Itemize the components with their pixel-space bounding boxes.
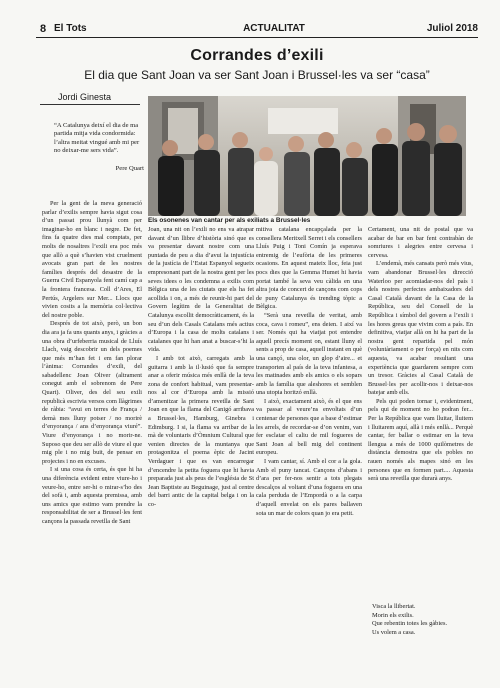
author-byline: Jordi Ginesta xyxy=(58,92,112,102)
article-title: Corrandes d’exili xyxy=(190,47,324,64)
epigraph-text: “A Catalunya deixí el dia de ma partida mitja vida condormida: l’altra meitat vingué amb mi per no deixar-me sers vida”. xyxy=(54,122,140,154)
paragraph: I això, exactament això, és el que ens va passar al veure’ns envoltats d’un centenar de persones que a base d’estimar les arrels, de recordar-se d’on venim, van fer esclatar el caliu de mil fogueres de Sant Joan al bell mig del continent europeu. xyxy=(256,397,362,457)
verse-line: Us volem a casa. xyxy=(372,628,416,636)
article-subtitle: El dia que Sant Joan va ser Sant Joan i Brussel·les va ser “casa” xyxy=(84,68,430,82)
article-column-3 xyxy=(256,226,362,518)
publication-name: El Tots xyxy=(54,23,87,34)
epigraph-author: Pere Quart xyxy=(115,165,144,173)
paragraph: Després de tot això, però, un bon dia ara ja fa uns quants anys, i gràcies a una obra d’urfeberria musical de Lluís Llach, vaig descobrir un dels poemes que més m’han fet i em fan plorar l’ànima: Corrandes d’exili, del sabadellenc Joan Oliver (altrament conegut amb el sobrenom de Pere Quart). Oliver, des del seu exili republicà escrivia versos com llàgrimes de ràbia: “avui en terres de França / demà mes lluny potser / no morirè d’enyorança / ans d’enyorança viuré”. Viure d’enyorança i no morir-ne. Suposo que deu ser allò de viure el que mig ple i no mig buit, de pensar en projectes i no en excuses. xyxy=(42,320,142,465)
byline-rule xyxy=(40,104,140,105)
verse-line: Visca la llibertat. xyxy=(372,603,416,610)
paragraph: “Serà una revetlla de veritat, amb coca, cava i romeu”, ens deien. I així va ser. Només qui ha viatjat pot entendre aquell precís moment on, estant lluny el sents a prop de casa, aquell instant en què una cançó, una olor, un glop d’aire... et transporten al país de la teva infantesa, a les matinades amb els amics o els sopars amb la família que aleshores et semblen una utopia horitzó enllà. xyxy=(256,311,362,397)
article-photo xyxy=(148,96,466,216)
paragraph: L’endemà, més cansats però més vius, vam abandonar Brussel·les direcció Waterloo per acomiadar-nos del país i dels nostres perfectes ambaixadors del Casal Català davant de la Casa de la República, seu del Consell de la República i símbol del govern a l’exili i les hores greus que vivim com a país. En definitiva, viatjar allà on hi ha part de la nostra gent repartida pel món (voluntàriament o per força) en nits com aquesta, va acabar resultant una experiència que guardarem sempre com un tresor. Gràcies al Casal Català de Brussel·les per acollir-nos i deixar-nos batejar amb ells. xyxy=(368,260,473,397)
verse-line: Que rebentin totes les gàbies. xyxy=(372,620,448,627)
paragraph: mitiva catalana encapçalada per la consellera Meritxell Serret i els consellers Lluís Puig i Toni Comín ja esperava entremig de l’eufòria de les primeres ocasions. En aquest mateix lloc, feia just pocs dies que la Gemma Humet hi havia portat també la seva veu càlida en una altra joia de concert de cançons com cops de puny Catalunya és trending tòpic a Bèlgica. xyxy=(256,226,362,311)
closing-verses xyxy=(372,603,472,637)
issue-date: Juliol 2018 xyxy=(426,23,478,34)
paragraph: Joan, una nit on l’exili no ens va atrapar davant d’un llibre d’història sinó que es va presentar davant nostre com una puntada de peu a dia d’avui la injustícia de la justícia de l’Estat Espanyol segueix empresonant part de la nostra gent per les seves idees o les condemna a exilis com Bèlgica una de les ciutats que els ha fet acollida i on, a més de reunir-hi part del Govern legítim de la Generalitat de Catalunya escollit democràticament, és la seu d’un dels Casals Catalans més actius d’Europa i la casa de molts catalans i catalanes que hi han anat a buscar-s’hi la vida. xyxy=(148,226,254,354)
paragraph: Pels qui poden tornar i, evidentment, pels qui de moment no ho podran fer... Per la República que vam lluitar, lluitem i lluitarem aquí, allà i més enllà... Perquè cantar, fer ballar o estimar en la teva llengua a més de 1000 quilòmetres de distància demostra que els pobles no rauen només als mapes sinó en les persones que en formen part.... Aquesta serà una revetlla que durarà anys. xyxy=(368,397,473,483)
group-photo-image xyxy=(148,96,466,216)
article-column-1 xyxy=(42,200,142,527)
header-rule xyxy=(36,37,478,38)
section-name: ACTUALITAT xyxy=(243,23,305,34)
photo-caption: Els osonenes van cantar per als exiliats a Brussel·les xyxy=(148,217,311,224)
epigraph xyxy=(54,122,144,173)
page-number: 8 xyxy=(40,23,47,35)
paragraph: Per la gent de la meva generació parlar d’exilis sempre havia sigut cosa d’un passat prou llunyà com per imaginar-ho en blanc i negre. De fet, fins fa quatre dies mal comptats, per molts de nosaltres l’exili era poc més que allò a què s’havien vist cruelment avocats gran part de les nostres famílies després del desastre de la Guerra Civil Espanyola fent camí cap a la frontera francesa. Coll d’Ares, El Pertús, Argelers sur Mer... Llocs que vivien cosits a la memòria col·lectiva del nostre poble. xyxy=(42,200,142,319)
paragraph: I vam cantar, sí. Amb el cor a la gola. Amb el puny tancat. Cançons d’abans i d’ara per fer-nos sentir a tots plegats descalços al voltant d’una foguera en una cala perduda de l’Empordà o a la carpa d’aquell envelat on els pares ballaven sota un mar de colors quan jo era petit. xyxy=(256,458,362,517)
paragraph: Certament, una nit de postal que va acabar de bar en bar fent contrabàn de somriures i alegries entre cervesa i cervesa. xyxy=(368,226,473,259)
verse-line: Morin els exilis. xyxy=(372,611,414,619)
page-header xyxy=(34,22,478,38)
article-column-4 xyxy=(368,226,473,484)
article-column-2 xyxy=(148,226,254,510)
paragraph: I amb tot això, carregats amb la guitarra i amb la il·lusió que fa sempre anar a oferir música més enllà de la teva zona de confort habitual, vam presentar-nos al cor d’Europa amb la missió d’amenitzar la primera revetlla de Sant Joan en que la flama del Canigó arribava a Brussel·les, Hamburg, Ginebra i Edimburg. I si, la flama va arribar de la mà de voluntaris d’Òmnium Cultural que venien directes de la muntanya que protagonitza el poema èpic de Jacint Verdaguer i que es van encarregar d’encendre la petita foguera que hi havia preparada just als peus de l’església de St Jean Baptiste au Beguinage, just al centre del barri antic de la capital belga i on la co- xyxy=(148,354,254,508)
paragraph: I si una cosa és certa, és que hi ha una diferència evident entre viure-ho i veure-ho, entre ser-hi o mirar-s’ho des del sofà i, amb aquesta premissa, amb uns amics que estimo vam prendre la responsabilitat de ser a Brussel·les fent cançons la passada revetlla de Sant xyxy=(42,466,142,525)
